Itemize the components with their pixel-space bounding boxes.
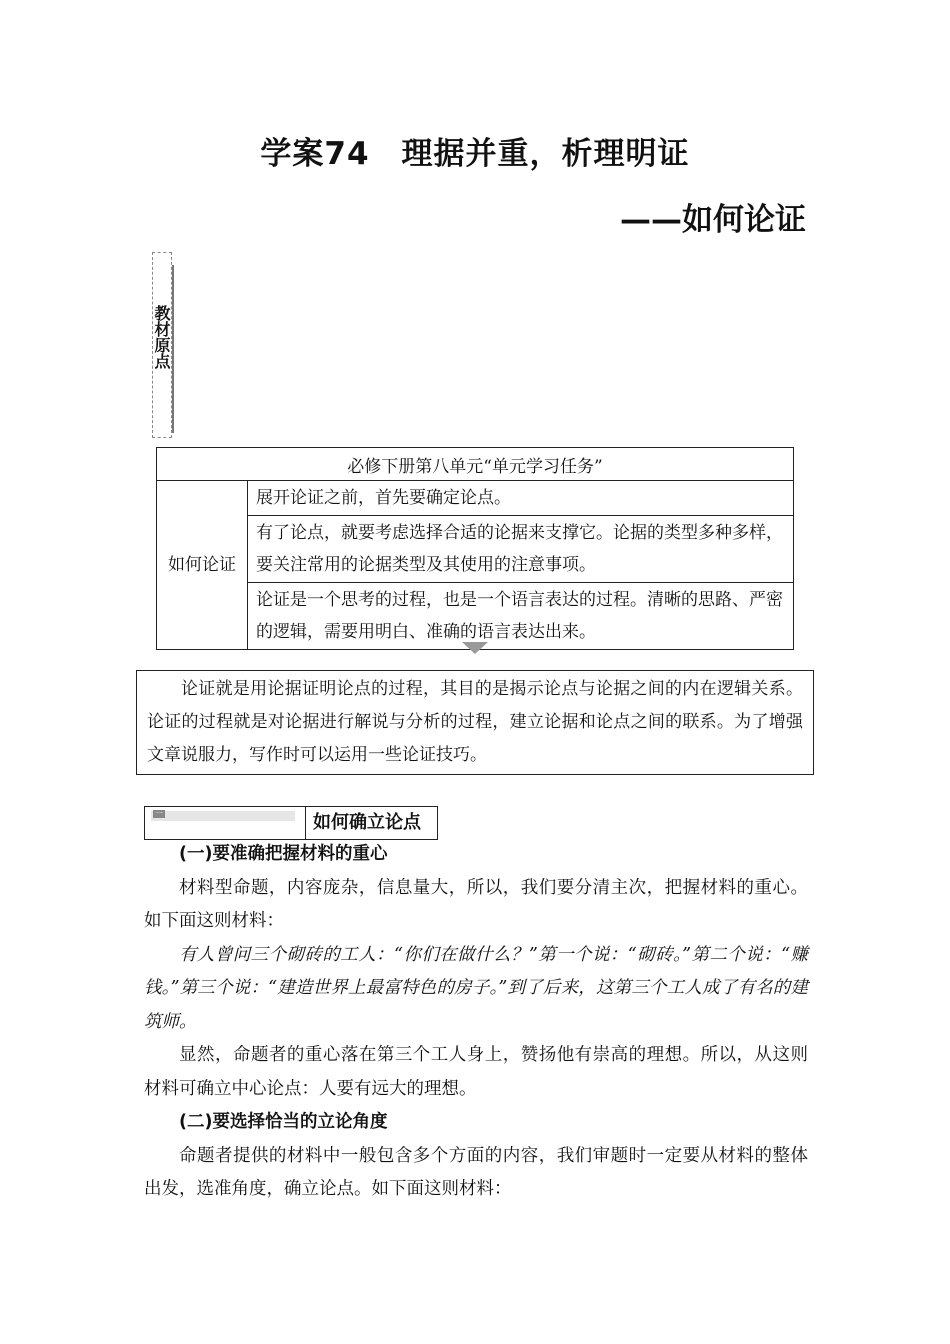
section-title: 如何确立论点 [313,812,421,833]
source-table-cell: 展开论证之前，首先要确定论点。 [248,481,794,516]
page-title: 学案74 理据并重，析理明证 [260,136,690,172]
section-number-box [145,807,306,839]
subheading: (二)要选择恰当的立论角度 [179,1112,388,1132]
side-tab-bar [172,265,174,433]
source-table-cell: 有了论点，就要考虑选择合适的论据来支撑它。论据的类型多种多样，要关注常用的论据类型及其使用的注意事项。 [248,516,794,583]
down-arrow-icon [462,642,488,654]
section-body [144,838,808,1207]
paragraph: 显然，命题者的重心落在第三个工人身上，赞扬他有崇高的理想。所以，从这则材料可确立中心论点：人要有远大的理想。 [144,1045,808,1099]
section-header [144,806,438,840]
side-tab [152,252,172,438]
side-tab-label: 教材原点 [152,305,171,369]
section-number-strip [151,811,295,821]
subheading: (一)要准确把握材料的重心 [179,844,388,864]
page-subtitle: ——如何论证 [620,202,806,238]
source-table-cell: 论证是一个思考的过程，也是一个语言表达的过程。清晰的思路、严密的逻辑，需要用明白、准确的语言表达出来。 [248,583,794,650]
section-number: 一 [155,809,163,818]
summary-box: 论证就是用论据证明论点的过程，其目的是揭示论点与论据之间的内在逻辑关系。论证的过程就是对论据进行解说与分析的过程，建立论据和论点之间的联系。为了增强文章说服力，写作时可以运用一些论证技巧。 [136,670,814,775]
paragraph: 材料型命题，内容庞杂，信息量大，所以，我们要分清主次，把握材料的重心。如下面这则材料： [144,877,808,931]
source-table-row-head: 如何论证 [157,481,248,650]
quoted-material: 有人曾问三个砌砖的工人：“你们在做什么？”第一个说：“砌砖。”第二个说：“赚钱。”第三个说：“建造世界上最富特色的房子。”到了后来，这第三个工人成了有名的建筑师。 [144,944,808,1032]
paragraph: 命题者提供的材料中一般包含多个方面的内容，我们审题时一定要从材料的整体出发，选准角度，确立论点。如下面这则材料： [144,1145,808,1199]
source-table [156,447,794,650]
source-table-heading: 必修下册第八单元“单元学习任务” [157,448,794,481]
